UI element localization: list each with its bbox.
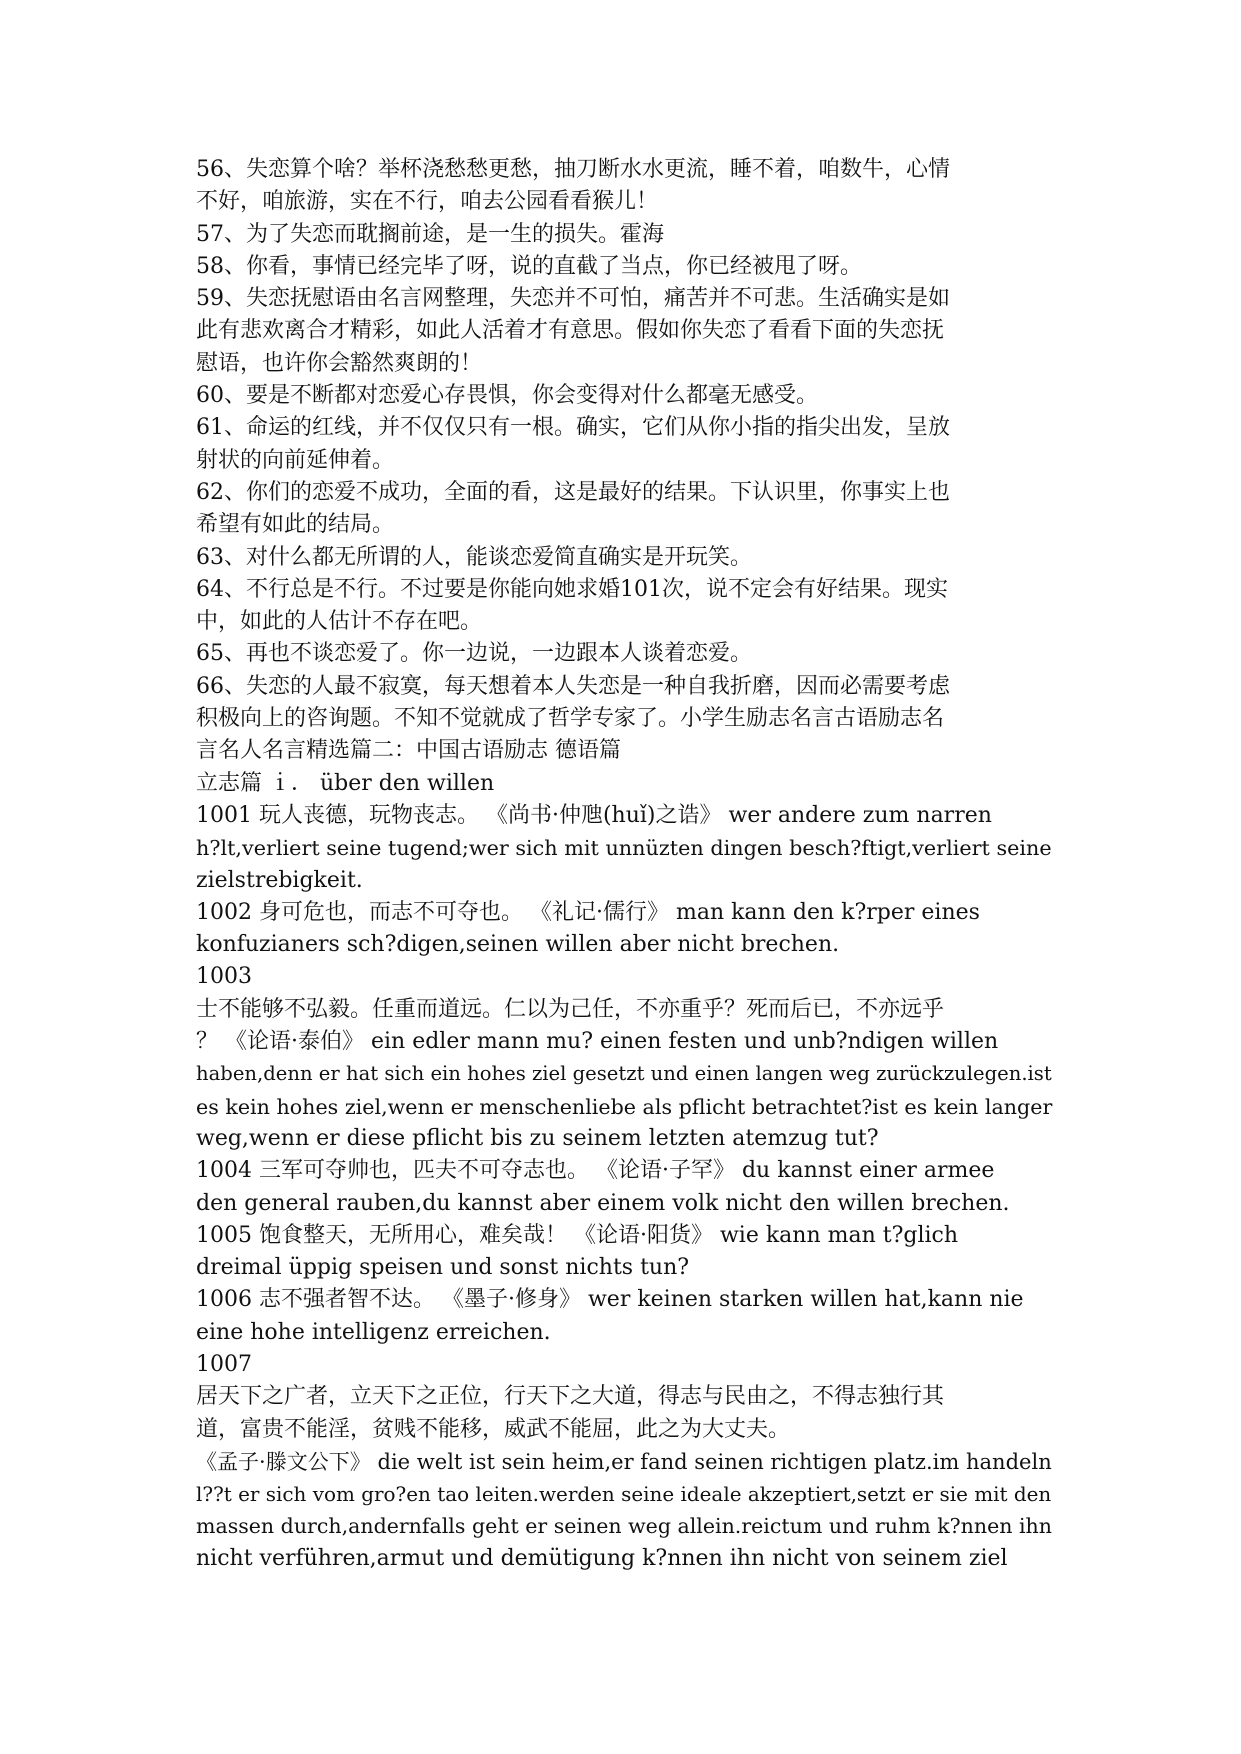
text-line: 积极向上的咨询题。不知不觉就成了哲学专家了。小学生励志名言古语励志名 [196, 706, 945, 732]
text-line: nicht verführen,armut und demütigung k?nnen ihn nicht von seinem ziel [196, 1545, 1008, 1571]
text-line: 此有悲欢离合才精彩，如此人活着才有意思。假如你失恋了看看下面的失恋抚 [196, 318, 945, 344]
text-line: 60、要是不断都对恋爱心存畏惧，你会变得对什么都毫无感受。 [196, 383, 818, 409]
text-line: eine hohe intelligenz erreichen. [196, 1319, 551, 1345]
text-line: 射状的向前延伸着。 [196, 447, 395, 473]
text-line: ？ 《论语·泰伯》 ein edler mann mu? einen festen und unb?ndigen willen [196, 1029, 999, 1055]
text-line: 1007 [196, 1351, 252, 1377]
text-line: 57、为了失恋而耽搁前途，是一生的损失。霍海 [196, 221, 664, 247]
text-line: zielstrebigkeit. [196, 867, 363, 893]
section-heading: 立志篇 ｉ． über den willen [196, 770, 495, 796]
text-line: 1001 玩人丧德，玩物丧志。 《尚书·仲虺(huǐ)之诰》 wer andere zum narren [196, 802, 992, 828]
text-line: 道，富贵不能淫，贫贱不能移，威武不能屈，此之为大丈夫。 [196, 1416, 791, 1442]
text-line: 62、你们的恋爱不成功，全面的看，这是最好的结果。下认识里，你事实上也 [196, 479, 950, 505]
text-body [196, 154, 1052, 1575]
text-line: 59、失恋抚慰语由名言网整理，失恋并不可怕，痛苦并不可悲。生活确实是如 [196, 286, 950, 312]
text-line: 1006 志不强者智不达。 《墨子·修身》 wer keinen starken willen hat,kann nie [196, 1287, 1024, 1313]
text-line: weg,wenn er diese pflicht bis zu seinem letzten atemzug tut? [196, 1125, 879, 1151]
text-line: 居天下之广者，立天下之正位，行天下之大道，得志与民由之，不得志独行其 [196, 1384, 945, 1410]
text-line: 慰语，也许你会豁然爽朗的！ [196, 350, 483, 376]
document-page [196, 154, 1052, 1575]
text-line: 《孟子·滕文公下》 die welt ist sein heim,er fand seinen richtigen platz.im handeln [196, 1448, 1052, 1474]
text-line: dreimal üppig speisen und sonst nichts tun? [196, 1255, 690, 1281]
text-line: 希望有如此的结局。 [196, 512, 395, 538]
text-line: 1002 身可危也，而志不可夺也。 《礼记·儒行》 man kann den k?rper eines [196, 899, 980, 925]
text-line: es kein hohes ziel,wenn er menschenliebe als pflicht betrachtet?ist es kein langer [196, 1094, 1053, 1119]
text-line: 中，如此的人估计不存在吧。 [196, 609, 483, 635]
text-line: 1004 三军可夺帅也，匹夫不可夺志也。 《论语·子罕》 du kannst einer armee [196, 1158, 995, 1184]
text-line: 63、对什么都无所谓的人，能谈恋爱简直确实是开玩笑。 [196, 544, 752, 570]
text-line: 58、你看，事情已经完毕了呀，说的直截了当点，你已经被甩了呀。 [196, 253, 862, 279]
text-line: 61、命运的红线，并不仅仅只有一根。确实，它们从你小指的指尖出发，呈放 [196, 415, 950, 441]
text-line: 言名人名言精选篇二：中国古语励志 德语篇 [196, 738, 621, 764]
text-line: 65、再也不谈恋爱了。你一边说，一边跟本人谈着恋爱。 [196, 641, 752, 667]
text-line: 66、失恋的人最不寂寞，每天想着本人失恋是一种自我折磨，因而必需要考虑 [196, 673, 950, 699]
text-line: h?lt,verliert seine tugend;wer sich mit unnüzten dingen besch?ftigt,verliert seine [196, 836, 1052, 861]
text-line: haben,denn er hat sich ein hohes ziel gesetzt und einen langen weg zurückzulegen.ist [196, 1062, 1052, 1086]
text-line: l??t er sich vom gro?en tao leiten.werden seine ideale akzeptiert,setzt er sie mit den [196, 1482, 1052, 1507]
text-line: massen durch,andernfalls geht er seinen weg allein.reictum und ruhm k?nnen ihn [196, 1514, 1053, 1539]
text-line: den general rauben,du kannst aber einem volk nicht den willen brechen. [196, 1190, 1010, 1216]
text-line: 1003 [196, 964, 252, 990]
text-line: 士不能够不弘毅。任重而道远。仁以为己任，不亦重乎？死而后已，不亦远乎 [196, 996, 945, 1022]
text-line: 56、失恋算个啥？举杯浇愁愁更愁，抽刀断水水更流，睡不着，咱数牛，心情 [196, 157, 950, 182]
text-line: konfuzianers sch?digen,seinen willen aber nicht brechen. [196, 932, 840, 958]
text-line: 64、不行总是不行。不过要是你能向她求婚101次，说不定会有好结果。现实 [196, 576, 948, 602]
text-line: 1005 饱食整天，无所用心，难矣哉！ 《论语·阳货》 wie kann man t?glich [196, 1222, 959, 1248]
text-line: 不好，咱旅游，实在不行，咱去公园看看猴儿！ [196, 189, 659, 215]
